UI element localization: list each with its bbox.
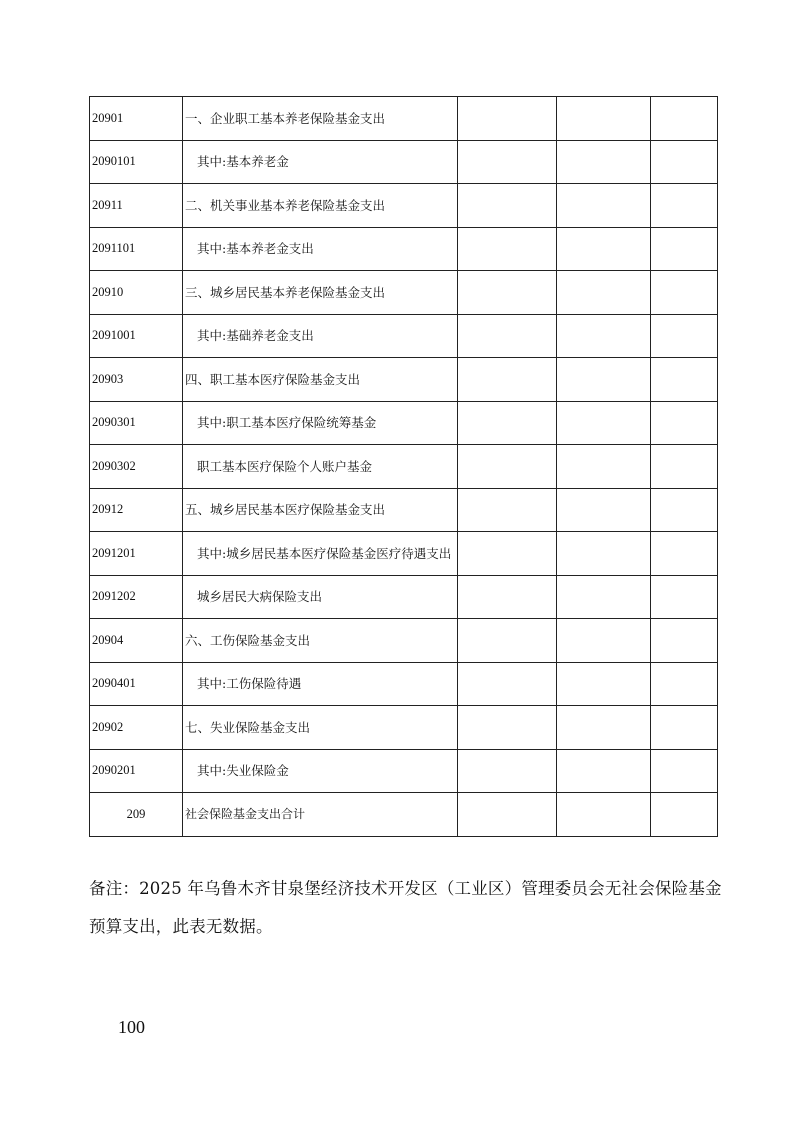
subject-code-cell: 2091001 [90,314,183,358]
table-row [90,706,718,750]
table-row [90,488,718,532]
amount-cell-empty [458,488,557,532]
amount-cell-empty [651,271,718,315]
subject-name-text: 三、城乡居民基本养老保险基金支出 [185,284,386,300]
table-row [90,227,718,271]
subject-code-cell: 209 [90,793,183,837]
amount-cell-empty [557,140,651,184]
amount-cell-empty [651,227,718,271]
amount-cell-empty [458,706,557,750]
table-row [90,532,718,576]
table-row [90,662,718,706]
table-row [90,749,718,793]
subject-name-cell [183,227,458,271]
subject-name-text: 二、机关事业基本养老保险基金支出 [185,197,386,213]
subject-name-text: 其中:职工基本医疗保险统筹基金 [197,415,377,431]
amount-cell-empty [557,445,651,489]
amount-cell-empty [458,271,557,315]
amount-cell-empty [557,358,651,402]
amount-cell-empty [458,314,557,358]
amount-cell-empty [458,445,557,489]
amount-cell-empty [557,532,651,576]
amount-cell-empty [651,184,718,228]
subject-name-text: 六、工伤保险基金支出 [185,632,311,648]
subject-code-cell: 20901 [90,97,183,141]
subject-name-cell [183,532,458,576]
amount-cell-empty [557,401,651,445]
subject-name-cell [183,140,458,184]
subject-name-text: 其中:基础养老金支出 [197,328,314,344]
amount-cell-empty [557,619,651,663]
subject-name-text: 其中:基本养老金支出 [197,241,314,257]
amount-cell-empty [557,97,651,141]
subject-code-cell: 2090201 [90,749,183,793]
subject-name-text: 一、企业职工基本养老保险基金支出 [185,110,386,126]
subject-code-cell: 2090101 [90,140,183,184]
subject-name-cell [183,184,458,228]
subject-name-cell [183,662,458,706]
table-row [90,358,718,402]
subject-name-text: 五、城乡居民基本医疗保险基金支出 [185,502,386,518]
table-row [90,445,718,489]
subject-code-cell: 20903 [90,358,183,402]
social-insurance-fund-expenditure-table [89,96,718,837]
amount-cell-empty [557,749,651,793]
amount-cell-empty [651,140,718,184]
subject-name-cell [183,401,458,445]
footnote-remark: 备注：2025 年乌鲁木齐甘泉堡经济技术开发区（工业区）管理委员会无社会保险基金预算支出，此表无数据。 [89,879,722,936]
subject-name-text: 四、职工基本医疗保险基金支出 [185,371,361,387]
table-row [90,575,718,619]
subject-name-cell [183,575,458,619]
amount-cell-empty [651,619,718,663]
amount-cell-empty [458,793,557,837]
subject-name-text: 其中:失业保险金 [197,763,289,779]
amount-cell-empty [651,445,718,489]
amount-cell-empty [458,227,557,271]
subject-code-cell: 20902 [90,706,183,750]
amount-cell-empty [458,140,557,184]
amount-cell-empty [458,662,557,706]
subject-code-cell: 2090301 [90,401,183,445]
amount-cell-empty [557,184,651,228]
table-row [90,184,718,228]
subject-name-cell [183,488,458,532]
amount-cell-empty [651,358,718,402]
subject-code-cell: 2091202 [90,575,183,619]
table-row [90,401,718,445]
table-row [90,97,718,141]
amount-cell-empty [651,488,718,532]
subject-name-cell [183,314,458,358]
subject-name-cell [183,445,458,489]
table-row [90,793,718,837]
subject-name-cell [183,271,458,315]
subject-name-cell [183,619,458,663]
amount-cell-empty [458,358,557,402]
subject-name-text: 职工基本医疗保险个人账户基金 [197,458,373,474]
subject-code-cell: 2090302 [90,445,183,489]
amount-cell-empty [557,227,651,271]
amount-cell-empty [557,575,651,619]
table-row [90,271,718,315]
subject-code-cell: 2091201 [90,532,183,576]
subject-code-cell: 20911 [90,184,183,228]
amount-cell-empty [458,184,557,228]
amount-cell-empty [458,749,557,793]
subject-name-cell [183,97,458,141]
subject-name-text: 其中:城乡居民基本医疗保险基金医疗待遇支出 [197,545,452,561]
subject-name-text: 七、失业保险基金支出 [185,719,311,735]
amount-cell-empty [557,662,651,706]
subject-name-cell [183,706,458,750]
amount-cell-empty [557,314,651,358]
subject-name-cell [183,793,458,837]
amount-cell-empty [651,401,718,445]
subject-name-text: 城乡居民大病保险支出 [197,589,323,605]
amount-cell-empty [458,97,557,141]
table-row [90,619,718,663]
amount-cell-empty [651,314,718,358]
subject-name-text: 其中:基本养老金 [197,154,289,170]
subject-code-cell: 20904 [90,619,183,663]
amount-cell-empty [651,662,718,706]
subject-code-cell: 20910 [90,271,183,315]
amount-cell-empty [651,97,718,141]
amount-cell-empty [651,575,718,619]
subject-name-cell [183,749,458,793]
amount-cell-empty [651,793,718,837]
table-body [90,97,718,837]
amount-cell-empty [458,401,557,445]
amount-cell-empty [458,575,557,619]
amount-cell-empty [651,706,718,750]
amount-cell-empty [458,619,557,663]
amount-cell-empty [557,706,651,750]
subject-code-cell: 20912 [90,488,183,532]
amount-cell-empty [458,532,557,576]
amount-cell-empty [651,749,718,793]
subject-name-text: 社会保险基金支出合计 [185,806,306,821]
table-row [90,314,718,358]
table-row [90,140,718,184]
subject-name-cell [183,358,458,402]
amount-cell-empty [651,532,718,576]
subject-code-cell: 2090401 [90,662,183,706]
amount-cell-empty [557,488,651,532]
amount-cell-empty [557,793,651,837]
subject-name-text: 其中:工伤保险待遇 [197,676,302,692]
amount-cell-empty [557,271,651,315]
page-number: 100 [118,1017,145,1037]
subject-code-cell: 2091101 [90,227,183,271]
